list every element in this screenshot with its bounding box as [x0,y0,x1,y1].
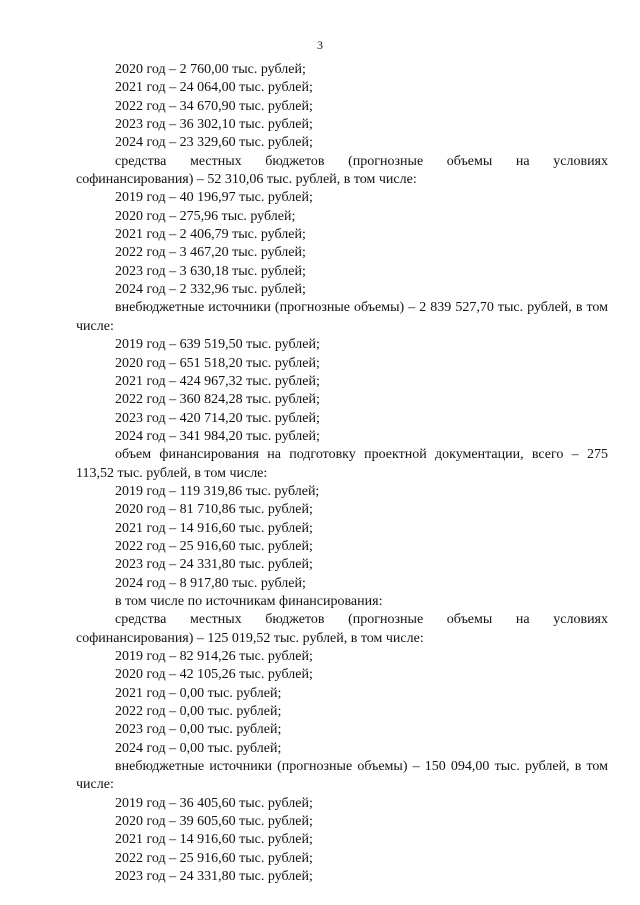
paragraph: внебюджетные источники (прогнозные объемы) – 150 094,00 тыс. рублей, в том числе: [76,759,608,793]
funding-line: 2021 год – 24 064,00 тыс. рублей; [115,80,313,96]
funding-line: 2024 год – 8 917,80 тыс. рублей; [115,575,306,591]
document-body [76,61,608,886]
funding-line: 2019 год – 40 196,97 тыс. рублей; [115,190,313,206]
funding-line: 2021 год – 14 916,60 тыс. рублей; [115,520,313,536]
funding-line: 2020 год – 81 710,86 тыс. рублей; [115,502,313,518]
funding-line: 2021 год – 2 406,79 тыс. рублей; [115,227,306,243]
paragraph: средства местных бюджетов (прогнозные объемы на условиях софинансирования) – 125 019,52 тыс. рублей, в том числе: [76,612,608,646]
funding-line: в том числе по источникам финансирования: [115,593,383,609]
funding-line: 2022 год – 360 824,28 тыс. рублей; [115,392,320,408]
funding-line: 2023 год – 24 331,80 тыс. рублей; [115,557,313,573]
funding-line: 2022 год – 34 670,90 тыс. рублей; [115,98,313,114]
funding-line: 2023 год – 24 331,80 тыс. рублей; [115,869,313,885]
funding-line: 2023 год – 36 302,10 тыс. рублей; [115,117,313,133]
funding-line: 2024 год – 23 329,60 тыс. рублей; [115,135,313,151]
funding-line: 2023 год – 420 714,20 тыс. рублей; [115,410,320,426]
funding-line: 2019 год – 119 319,86 тыс. рублей; [115,483,320,499]
funding-line: 2019 год – 639 519,50 тыс. рублей; [115,337,320,353]
funding-line: 2021 год – 14 916,60 тыс. рублей; [115,832,313,848]
funding-line: 2022 год – 3 467,20 тыс. рублей; [115,245,306,261]
funding-line: 2024 год – 0,00 тыс. рублей; [115,740,282,756]
paragraph: внебюджетные источники (прогнозные объемы) – 2 839 527,70 тыс. рублей, в том числе: [76,300,608,334]
funding-line: 2023 год – 3 630,18 тыс. рублей; [115,263,306,279]
funding-line: 2020 год – 275,96 тыс. рублей; [115,208,296,224]
paragraph: объем финансирования на подготовку проектной документации, всего – 275 113,52 тыс. рублей, в том числе: [76,447,608,481]
funding-line: 2019 год – 36 405,60 тыс. рублей; [115,795,313,811]
page-number: 3 [317,38,323,52]
funding-line: 2020 год – 39 605,60 тыс. рублей; [115,814,313,830]
funding-line: 2022 год – 25 916,60 тыс. рублей; [115,850,313,866]
funding-line: 2020 год – 651 518,20 тыс. рублей; [115,355,320,371]
funding-line: 2020 год – 2 760,00 тыс. рублей; [115,62,306,77]
funding-line: 2023 год – 0,00 тыс. рублей; [115,722,282,738]
funding-line: 2022 год – 0,00 тыс. рублей; [115,704,282,720]
funding-line: 2022 год – 25 916,60 тыс. рублей; [115,538,313,554]
funding-line: 2024 год – 2 332,96 тыс. рублей; [115,282,306,298]
funding-line: 2020 год – 42 105,26 тыс. рублей; [115,667,313,683]
funding-line: 2019 год – 82 914,26 тыс. рублей; [115,649,313,664]
paragraph: средства местных бюджетов (прогнозные объемы на условиях софинансирования) – 52 310,06 тыс. рублей, в том числе: [76,153,608,188]
funding-line: 2024 год – 341 984,20 тыс. рублей; [115,428,320,444]
funding-line: 2021 год – 0,00 тыс. рублей; [115,685,282,701]
funding-line: 2021 год – 424 967,32 тыс. рублей; [115,373,320,389]
